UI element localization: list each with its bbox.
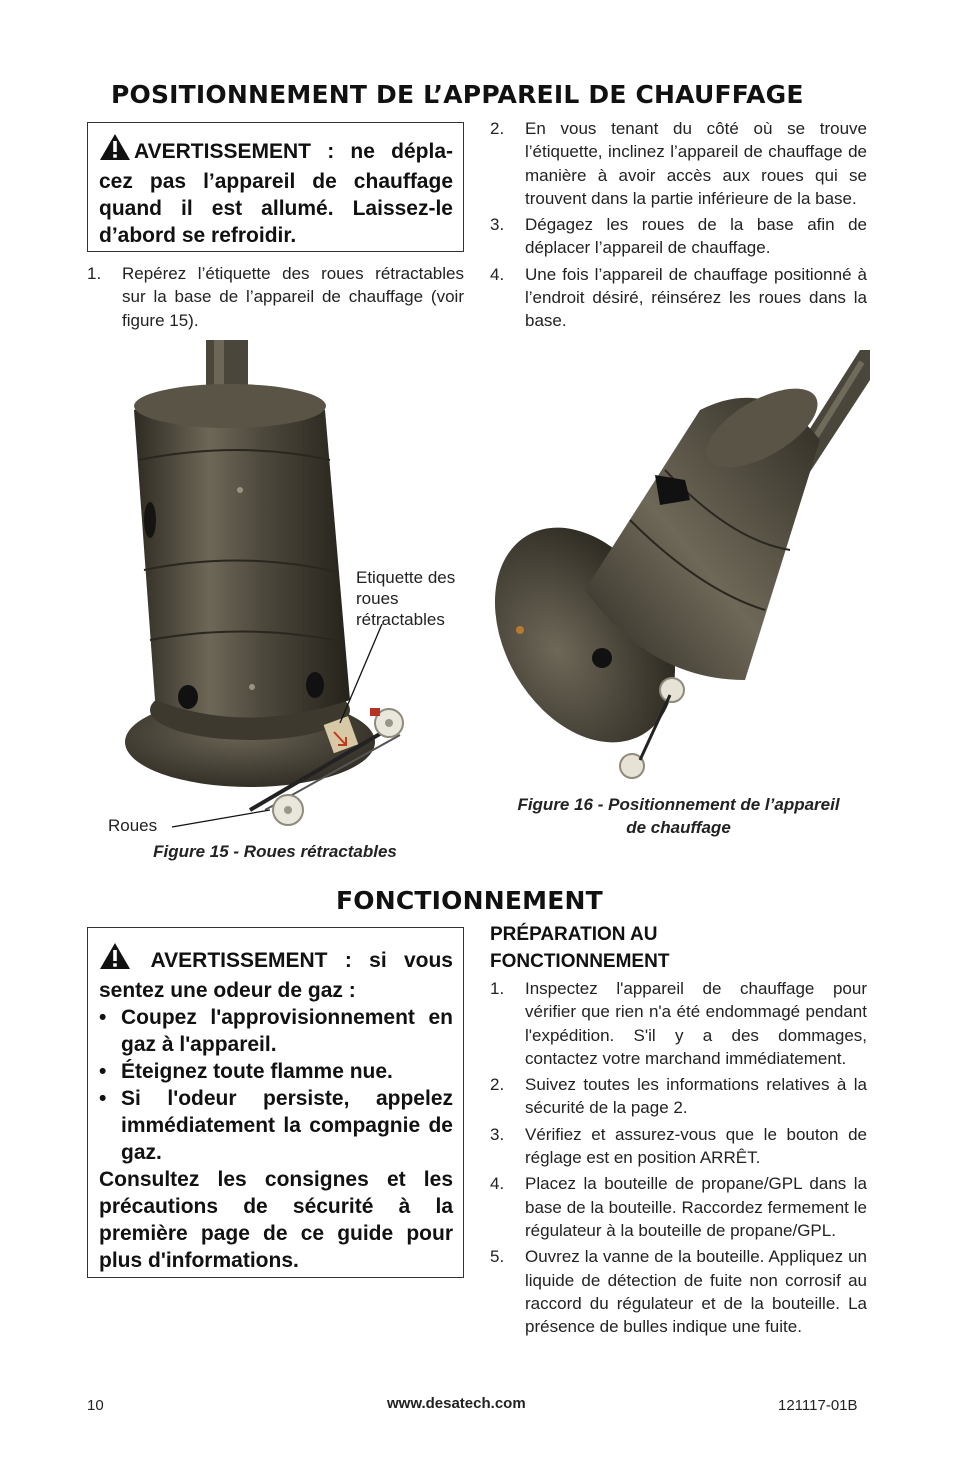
steps-left-list <box>87 262 464 332</box>
list-item <box>490 263 867 333</box>
warning-label: AVERTISSEMENT : ne dépla- <box>134 140 453 163</box>
list-item <box>490 1073 867 1120</box>
step-text: Inspectez l'appareil de chauffage pour vérifier que rien n'a été endommagé pendant l'expédition. S'il y a des dommages, contactez votre marchand immédiatement. <box>525 979 867 1068</box>
bullet-marker: • <box>99 1087 107 1110</box>
warning-triangle-icon <box>99 942 131 977</box>
gas-warning-label: AVERTISSEMENT : si vous sentez une odeur de gaz : <box>99 949 453 1002</box>
section-heading-positioning: POSITIONNEMENT DE L’APPAREIL DE CHAUFFAGE <box>111 80 804 109</box>
step-number: 2. <box>490 1075 505 1095</box>
page-number: 10 <box>87 1397 104 1414</box>
step-text: Une fois l’appareil de chauffage positionné à l’endroit désiré, réinsérez les roues dans la base. <box>525 264 867 331</box>
step-number: 4. <box>490 1174 505 1194</box>
step-number: 3. <box>490 1124 505 1144</box>
list-item <box>490 1245 867 1338</box>
step-text: Ouvrez la vanne de la bouteille. Appliquez un liquide de détection de fuite non corrosif au raccord du régulateur et de la bouteille. La présence de bulles indique une fuite. <box>525 1247 867 1337</box>
step-number: 1. <box>87 264 102 283</box>
figure-15-wheels-callout: Roues <box>108 816 158 835</box>
step-number: 5. <box>490 1247 505 1267</box>
step-number: 1. <box>490 979 505 998</box>
document-code: 121117-01B <box>778 1397 858 1414</box>
figure-16-caption-line2: de chauffage <box>626 818 731 837</box>
preparation-subheading: PRÉPARATION AU FONCTIONNEMENT <box>490 924 670 972</box>
list-item <box>99 1058 453 1085</box>
list-item <box>490 213 867 260</box>
step-text: Placez la bouteille de propane/GPL dans la base de la bouteille. Raccordez fermement le régulateur à la bouteille de propane/GPL. <box>525 1174 867 1240</box>
steps-right-clip <box>490 117 867 349</box>
steps-right-list <box>490 117 867 333</box>
warning-text: cez pas l’appareil de chauffage quand il est allumé. Laissez-le d’abord se refroidir. <box>99 170 453 247</box>
list-item <box>87 262 464 332</box>
bullet-marker: • <box>99 1060 107 1083</box>
step-number: 2. <box>490 119 505 138</box>
bullet-text: Éteignez toute flamme nue. <box>121 1060 393 1083</box>
warning-triangle-icon <box>99 133 131 168</box>
figure-15-label-callout: Etiquette des roues rétractables <box>356 568 456 629</box>
gas-warning-bullets <box>99 1004 453 1166</box>
list-item <box>490 1123 867 1170</box>
step-text: En vous tenant du côté où se trouve l’étiquette, inclinez l’appareil de chauffage de manière à avoir accès aux roues qui se trouvent dans la partie inférieure de la base. <box>525 119 867 208</box>
list-item <box>490 1172 867 1242</box>
section-heading-operation: FONCTIONNEMENT <box>336 886 603 915</box>
list-item <box>99 1004 453 1058</box>
list-item <box>99 1085 453 1166</box>
gas-warning-closing: Consultez les consignes et les précautions de sécurité à la première page de ce guide pour plus d'informations. <box>99 1168 453 1272</box>
step-text: Dégagez les roues de la base afin de déplacer l’appareil de chauffage. <box>525 215 867 258</box>
figure-16-heater-image <box>490 350 870 790</box>
step-text: Repérez l’étiquette des roues rétractables sur la base de l’appareil de chauffage (voir figure 15). <box>122 264 464 330</box>
step-number: 4. <box>490 264 505 284</box>
warning-box-gas <box>87 927 464 1278</box>
bullet-text: Si l'odeur persiste, appelez immédiatement la compagnie de gaz. <box>121 1087 453 1164</box>
step-text: Vérifiez et assurez-vous que le bouton de réglage est en position ARRÊT. <box>525 1124 867 1168</box>
bullet-marker: • <box>99 1006 107 1029</box>
warning-box-positioning <box>87 122 464 252</box>
figure-15-caption: Figure 15 - Roues rétractables <box>153 842 397 861</box>
bullet-text: Coupez l'approvisionnement en gaz à l'appareil. <box>121 1006 453 1056</box>
step-number: 3. <box>490 215 505 235</box>
figure-16-caption <box>490 793 867 839</box>
preparation-steps-list <box>490 977 867 1338</box>
figure-16-caption-line1: Figure 16 - Positionnement de l’appareil <box>517 795 840 814</box>
list-item <box>490 117 867 210</box>
step-text: Suivez toutes les informations relatives à la sécurité de la page 2. <box>525 1075 867 1118</box>
footer-website-link[interactable]: www.desatech.com <box>387 1395 526 1412</box>
list-item <box>490 977 867 1070</box>
